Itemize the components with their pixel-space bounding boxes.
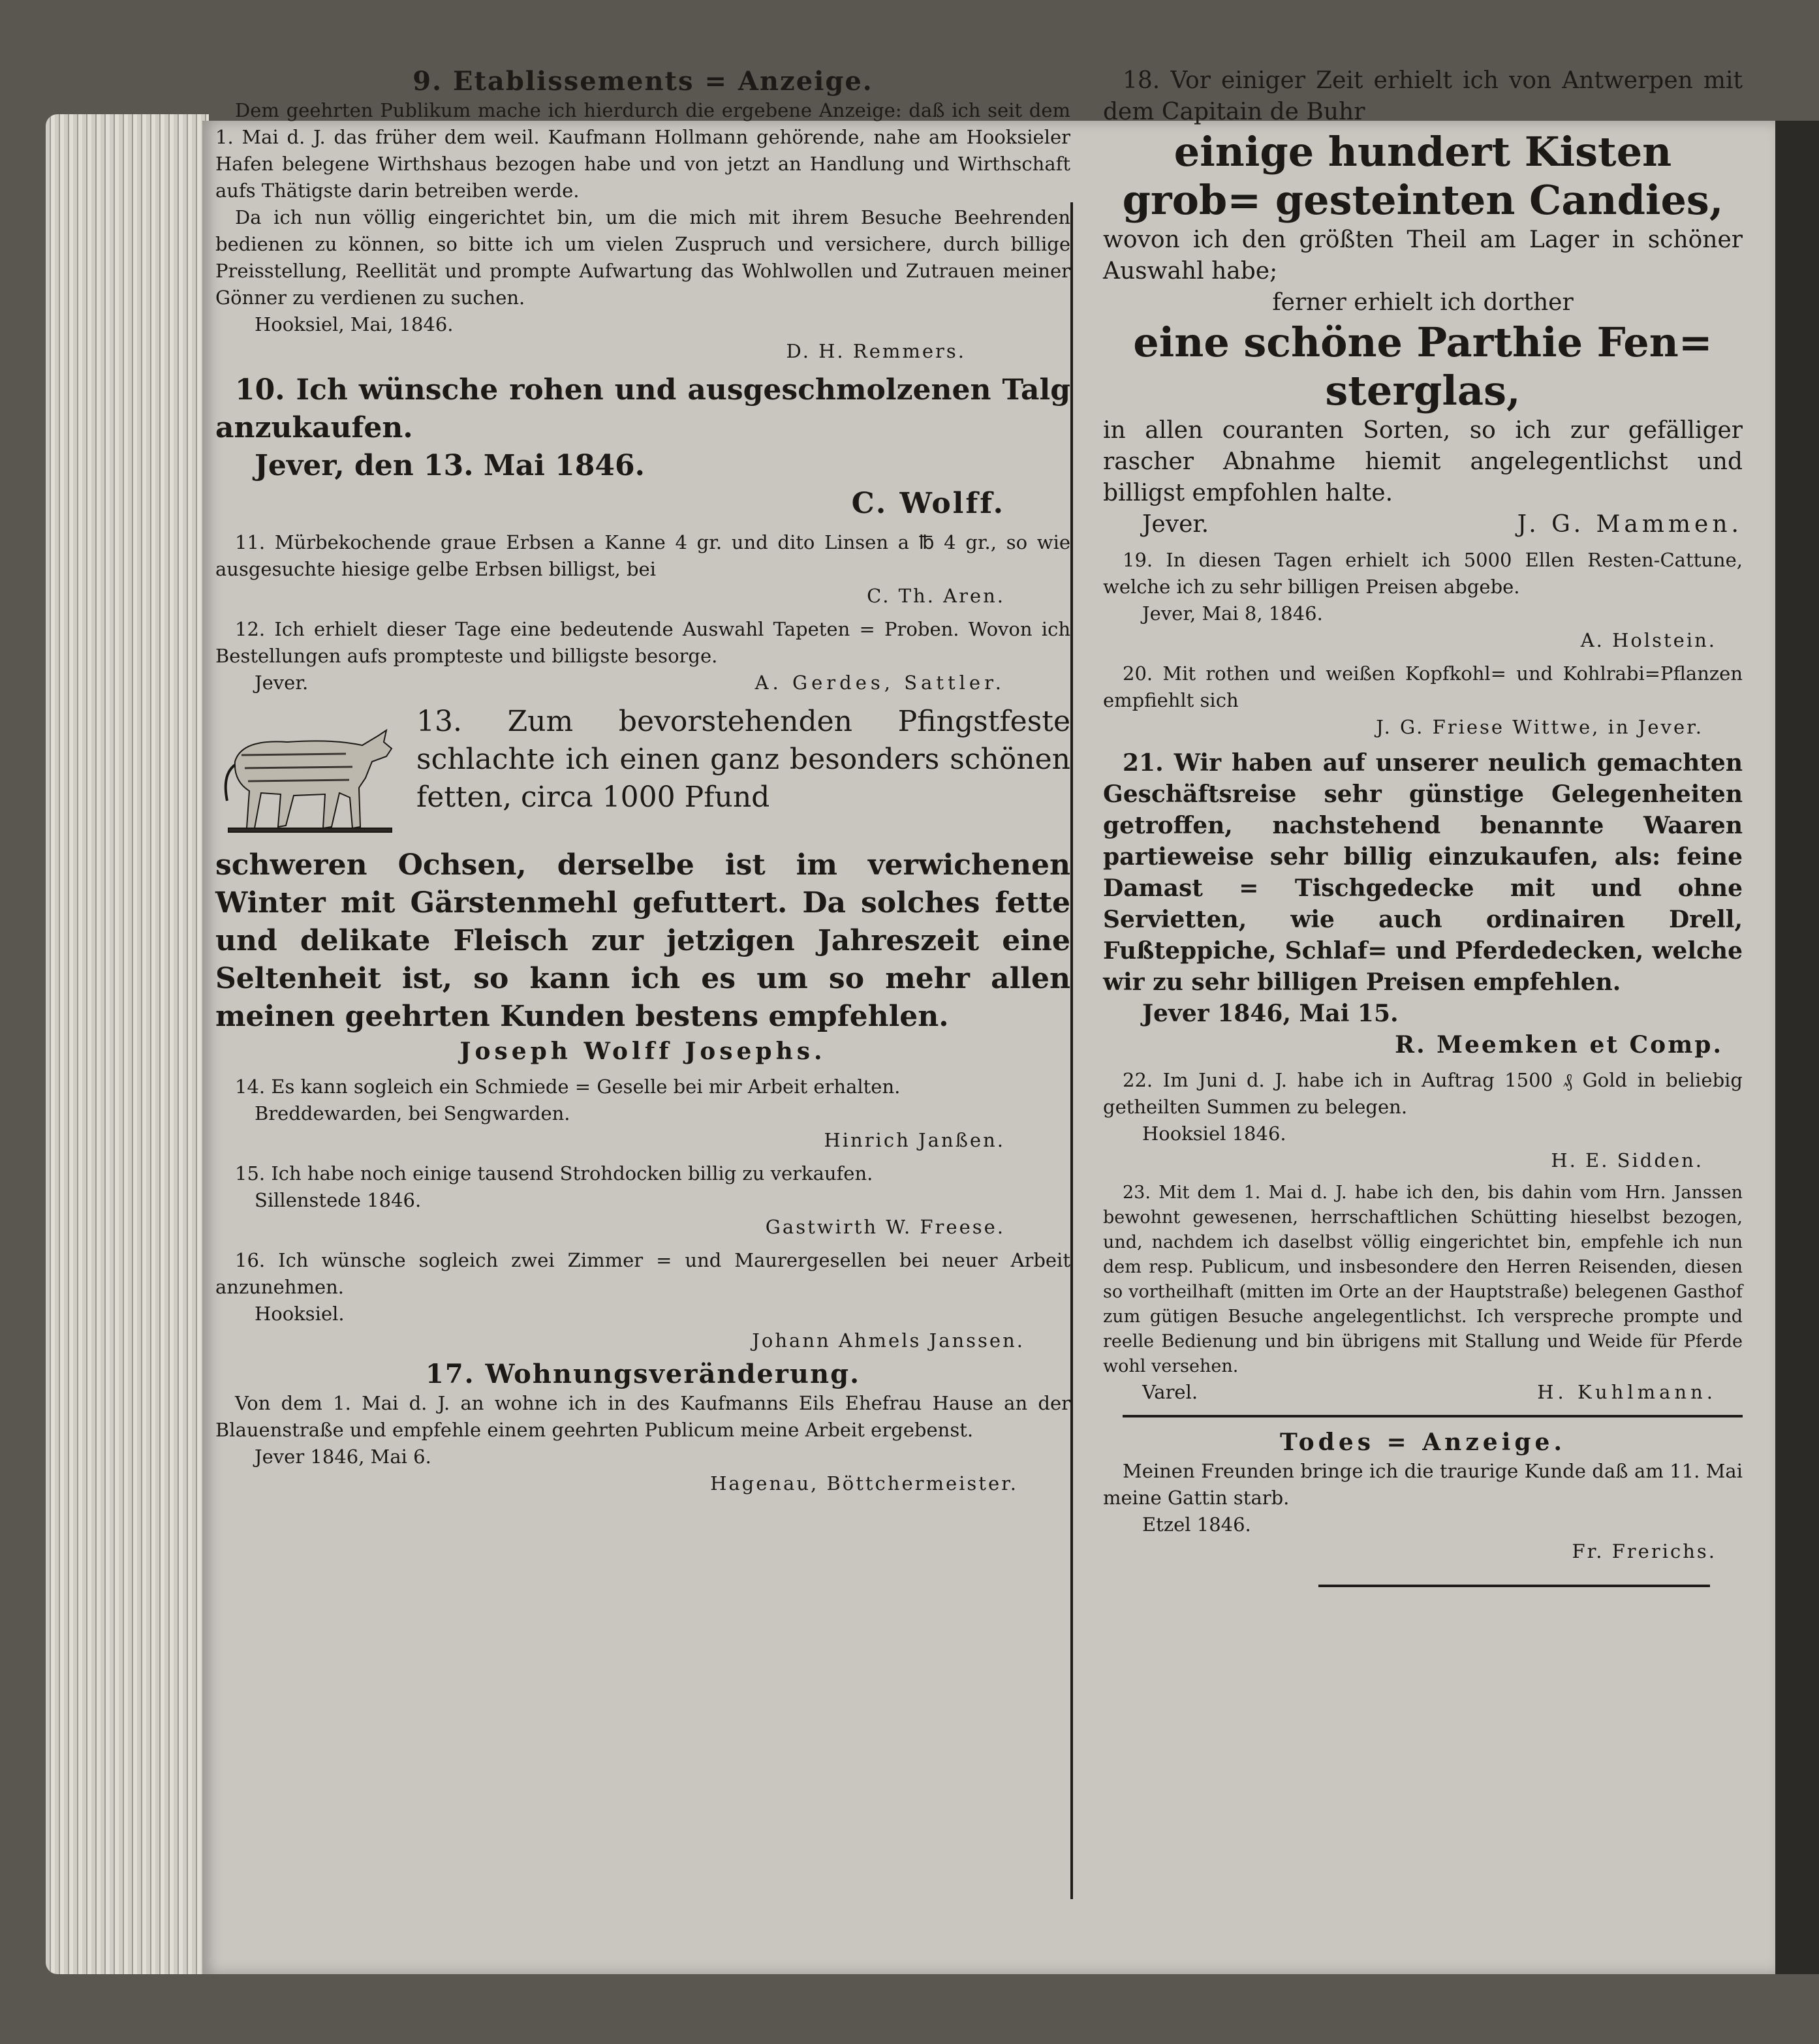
ad-16-place: Hooksiel. [255, 1303, 345, 1325]
ad-13-text-top: 13. Zum bevorstehenden Pfingstfeste schlachte ich einen ganz besonders schönen fetten, circa 1000 Pfund [416, 705, 1070, 814]
ad-23-footer [1142, 1379, 1743, 1406]
facing-page-edge [1775, 121, 1819, 1974]
ad-17-signature: Hagenau, Böttchermeister. [710, 1472, 1018, 1494]
ad-19-signature: A. Holstein. [1580, 629, 1717, 651]
ad-20 [1103, 660, 1743, 741]
ad-18-middle: wovon ich den größten Theil am Lager in schöner Auswahl habe; [1103, 226, 1743, 285]
ad-12-signature: A. Gerdes, Sattler. [754, 672, 1005, 694]
column-divider [1070, 202, 1073, 1899]
ad-16 [215, 1247, 1070, 1354]
ad-18-headline-1: einige hundert Kisten grob= gesteinten Candies, [1122, 128, 1724, 224]
ad-9 [215, 68, 1070, 365]
ad-22-text: 22. Im Juni d. J. habe ich in Auftrag 1500 ₰ Gold in beliebig getheilten Summen zu belegen. [1103, 1069, 1743, 1118]
ad-13 [215, 703, 1070, 1067]
death-notice-signature: Fr. Frerichs. [1572, 1540, 1717, 1562]
ad-11-text: 11. Mürbekochende graue Erbsen a Kanne 4 gr. und dito Linsen a ℔ 4 gr., so wie ausgesuchte hiesige gelbe Erbsen billigst, bei [215, 531, 1070, 580]
ad-10-text: 10. Ich wünsche rohen und ausgeschmolzenen Talg anzukaufen. [215, 373, 1070, 444]
ad-18-middle-2: ferner erhielt ich dorther [1272, 289, 1574, 316]
ad-9-paragraph-1: Dem geehrten Publikum mache ich hierdurch die ergebene Anzeige: daß ich seit dem 1. Mai d. J. das früher dem weil. Kaufmann Hollmann gehörende, nahe am Hooksieler Hafen belegene Wirthshaus bezogen habe und von jetzt an Handlung und Wirthschaft aufs Thätigste darin betreiben werde. [215, 99, 1070, 202]
right-column [1103, 65, 1743, 1594]
ad-11 [215, 529, 1070, 610]
death-notice-place: Etzel 1846. [1142, 1513, 1251, 1536]
ad-12-text: 12. Ich erhielt dieser Tage eine bedeutende Auswahl Tapeten = Proben. Wovon ich Bestellungen aufs prompteste und billigste besorge. [215, 618, 1070, 667]
ad-18-intro: 18. Vor einiger Zeit erhielt ich von Antwerpen mit dem Capitain de Buhr [1103, 67, 1743, 125]
ad-18-signature: J. G. Mammen. [1517, 511, 1743, 538]
left-column [215, 65, 1070, 1504]
ad-19-place: Jever, Mai 8, 1846. [1142, 602, 1323, 625]
ad-19 [1103, 547, 1743, 654]
ad-16-text: 16. Ich wünsche sogleich zwei Zimmer = und Maurergesellen bei neuer Arbeit anzunehmen. [215, 1249, 1070, 1298]
ad-10 [215, 371, 1070, 523]
ad-13-text-bottom: schweren Ochsen, derselbe ist im verwichenen Winter mit Gärstenmehl gefuttert. Da solches fette und delikate Fleisch zur jetzigen Jahreszeit eine Seltenheit ist, so kann ich es um so mehr allen meinen geehrten Kunden bestens empfehlen. [215, 848, 1070, 1033]
ad-22-place: Hooksiel 1846. [1142, 1123, 1286, 1145]
ad-9-paragraph-2: Da ich nun völlig eingerichtet bin, um die mich mit ihrem Besuche Beehrenden bedienen zu können, so bitte ich um vielen Zuspruch und versichere, durch billige Preisstellung, Reellität und prompte Aufwartung das Wohlwollen und Zutrauen meiner Gönner zu verdienen zu suchen. [215, 206, 1070, 309]
ad-9-place: Hooksiel, Mai, 1846. [255, 313, 454, 335]
ad-23-signature: H. Kuhlmann. [1537, 1381, 1717, 1403]
closing-rule [1318, 1585, 1710, 1587]
ad-20-text: 20. Mit rothen und weißen Kopfkohl= und Kohlrabi=Pflanzen empfiehlt sich [1103, 662, 1743, 711]
ad-14-text: 14. Es kann sogleich ein Schmiede = Geselle bei mir Arbeit erhalten. [235, 1076, 901, 1098]
ad-13-top [215, 703, 1070, 846]
ad-19-text: 19. In diesen Tagen erhielt ich 5000 Ellen Resten-Cattune, welche ich zu sehr billigen Preisen abgebe. [1103, 549, 1743, 598]
ad-15-text: 15. Ich habe noch einige tausend Strohdocken billig zu verkaufen. [235, 1162, 873, 1185]
ad-23-text: 23. Mit dem 1. Mai d. J. habe ich den, bis dahin vom Hrn. Janssen bewohnt gewesenen, herrschaftlichen Schütting hieselbst bezogen, und, nachdem ich daselbst völlig eingerichtet bin, empfehle ich nun dem resp. Publicum, und insbesondere den Herren Reisenden, diesen so vortheilhaft (mitten im Orte an der Hauptstraße) belegenen Gasthof zum gütigen Besuche angelegentlichst. Ich verspreche prompte und reelle Bedienung und bin übrigens mit Stallung und Weide für Pferde wohl versehen. [1103, 1183, 1743, 1376]
ad-17-title: 17. Wohnungsveränderung. [426, 1359, 860, 1389]
ad-11-signature: C. Th. Aren. [867, 585, 1005, 607]
ad-10-place: Jever, den 13. Mai 1846. [255, 449, 645, 482]
death-notice-text: Meinen Freunden bringe ich die traurige Kunde daß am 11. Mai meine Gattin starb. [1103, 1460, 1743, 1509]
ad-12-footer [255, 670, 1070, 696]
death-notice-title: Todes = Anzeige. [1280, 1429, 1566, 1456]
ad-14-signature: Hinrich Janßen. [824, 1129, 1005, 1151]
death-notice [1103, 1427, 1743, 1587]
ad-17-text: Von dem 1. Mai d. J. an wohne ich in des Kaufmanns Eils Ehefrau Hause an der Blauenstraße und empfehle einem geehrten Publicum meine Arbeit ergebenst. [215, 1392, 1070, 1441]
ad-18-footer [1142, 509, 1743, 540]
ad-18-closing: in allen couranten Sorten, so ich zur gefälliger rascher Abnahme hiemit angelegentlichst und billigst empfohlen halte. [1103, 417, 1743, 506]
ad-21-signature: R. Meemken et Comp. [1395, 1031, 1723, 1059]
ad-10-signature: C. Wolff. [851, 487, 1005, 520]
ad-14 [215, 1074, 1070, 1154]
ad-23 [1103, 1181, 1743, 1406]
page-edges [46, 114, 209, 1974]
ad-20-signature: J. G. Friese Wittwe, in Jever. [1376, 716, 1703, 738]
ox-woodcut-image [215, 716, 405, 846]
ad-12-place: Jever. [255, 672, 309, 694]
ad-17 [215, 1361, 1070, 1497]
ad-15-signature: Gastwirth W. Freese. [765, 1216, 1005, 1238]
ad-13-signature: Joseph Wolff Josephs. [459, 1038, 826, 1065]
ad-9-signature: D. H. Remmers. [786, 340, 966, 362]
ad-21-place: Jever 1846, Mai 15. [1142, 1000, 1399, 1027]
ad-12 [215, 616, 1070, 696]
ad-18-place: Jever. [1142, 511, 1209, 538]
ad-17-place: Jever 1846, Mai 6. [255, 1446, 431, 1468]
ad-14-place: Breddewarden, bei Sengwarden. [255, 1102, 570, 1124]
ad-15 [215, 1160, 1070, 1241]
ad-22-signature: H. E. Sidden. [1551, 1149, 1703, 1171]
ad-9-title: 9. Etablissements = Anzeige. [412, 66, 873, 97]
section-rule [1123, 1415, 1743, 1417]
ad-22 [1103, 1067, 1743, 1174]
ad-18-headline-2: eine schöne Parthie Fen= sterglas, [1133, 318, 1713, 414]
ad-15-place: Sillenstede 1846. [255, 1189, 422, 1211]
ad-21 [1103, 747, 1743, 1061]
ad-21-text: 21. Wir haben auf unserer neulich gemachten Geschäftsreise sehr günstige Gelegenheiten getroffen, nachstehend benannte Waaren partieweise sehr billig einzukaufen, als: feine Damast = Tischgedecke mit und ohne Servietten, wie auch ordinairen Drell, Fußteppiche, Schlaf= und Pferdedecken, welche wir zu sehr billigen Preisen empfehlen. [1103, 749, 1743, 996]
ad-23-place: Varel. [1142, 1381, 1198, 1403]
ad-16-signature: Johann Ahmels Janssen. [752, 1329, 1025, 1352]
ad-18 [1103, 65, 1743, 540]
